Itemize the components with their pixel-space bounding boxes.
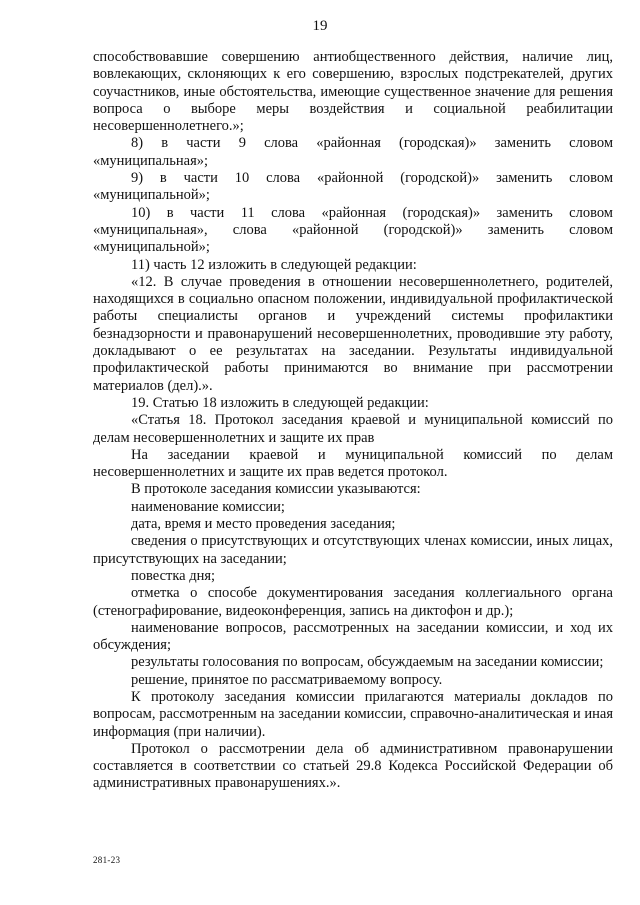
document-code: 281-23	[93, 855, 121, 865]
paragraph: В протоколе заседания комиссии указываются:	[131, 481, 421, 498]
paragraph: К протоколу заседания комиссии прилагаются материалы докладов по вопросам, рассмотренным на заседании комиссии, справочно-аналитическая и иная информация (при наличии).	[93, 688, 613, 740]
paragraph: 10) в части 11 слова «районная (городская)» заменить словом «муниципальная», слова «районной (городской)» заменить словом «муниципальной»;	[93, 204, 613, 256]
paragraph: наименование комиссии;	[131, 498, 285, 515]
paragraph: способствовавшие совершению антиобщественного действия, наличие лиц, вовлекающих, склоняющих к его совершению, взрослых подстрекателей, других соучастников, иные обстоятельства, имеющие существенное значение для решения вопроса о выборе меры воздействия и социальной реабилитации несовершеннолетнего.»;	[93, 49, 613, 135]
paragraph: сведения о присутствующих и отсутствующих членах комиссии, иных лицах, присутствующих на заседании;	[93, 533, 613, 567]
paragraph: 8) в части 9 слова «районная (городская)» заменить словом «муниципальная»;	[93, 135, 613, 169]
document-body	[93, 49, 613, 793]
paragraph: 11) часть 12 изложить в следующей редакции:	[131, 256, 417, 273]
paragraph: результаты голосования по вопросам, обсуждаемым на заседании комиссии;	[131, 654, 604, 671]
paragraph: отметка о способе документирования заседания коллегиального органа (стенографирование, видеоконференция, запись на диктофон и др.);	[93, 585, 613, 619]
paragraph: 9) в части 10 слова «районной (городской)» заменить словом «муниципальной»;	[93, 170, 613, 204]
paragraph: «Статья 18. Протокол заседания краевой и муниципальной комиссий по делам несовершеннолетних и защите их прав	[93, 412, 613, 446]
paragraph: наименование вопросов, рассмотренных на заседании комиссии, и ход их обсуждения;	[93, 619, 613, 654]
paragraph: «12. В случае проведения в отношении несовершеннолетнего, родителей, находящихся в социально опасном положении, индивидуальной профилактической работы специалисты органов и учреждений системы профилактики безнадзорности и правонарушений несовершеннолетних, проводившие эту работу, докладывают о ее результатах на заседании. Результаты индивидуальной профилактической работы принимаются во внимание при рассмотрении материалов (дел).».	[93, 273, 613, 394]
paragraph: дата, время и место проведения заседания;	[131, 516, 396, 533]
paragraph: 19. Статью 18 изложить в следующей редакции:	[131, 394, 429, 411]
paragraph: повестка дня;	[131, 567, 216, 584]
paragraph: Протокол о рассмотрении дела об административном правонарушении составляется в соответствии со статьей 29.8 Кодекса Российской Федерации об административных правонарушениях.».	[93, 740, 613, 792]
page-number: 19	[312, 18, 328, 34]
paragraph: решение, принятое по рассматриваемому вопросу.	[131, 671, 443, 688]
paragraph: На заседании краевой и муниципальной комиссий по делам несовершеннолетних и защите их прав ведется протокол.	[93, 446, 613, 481]
